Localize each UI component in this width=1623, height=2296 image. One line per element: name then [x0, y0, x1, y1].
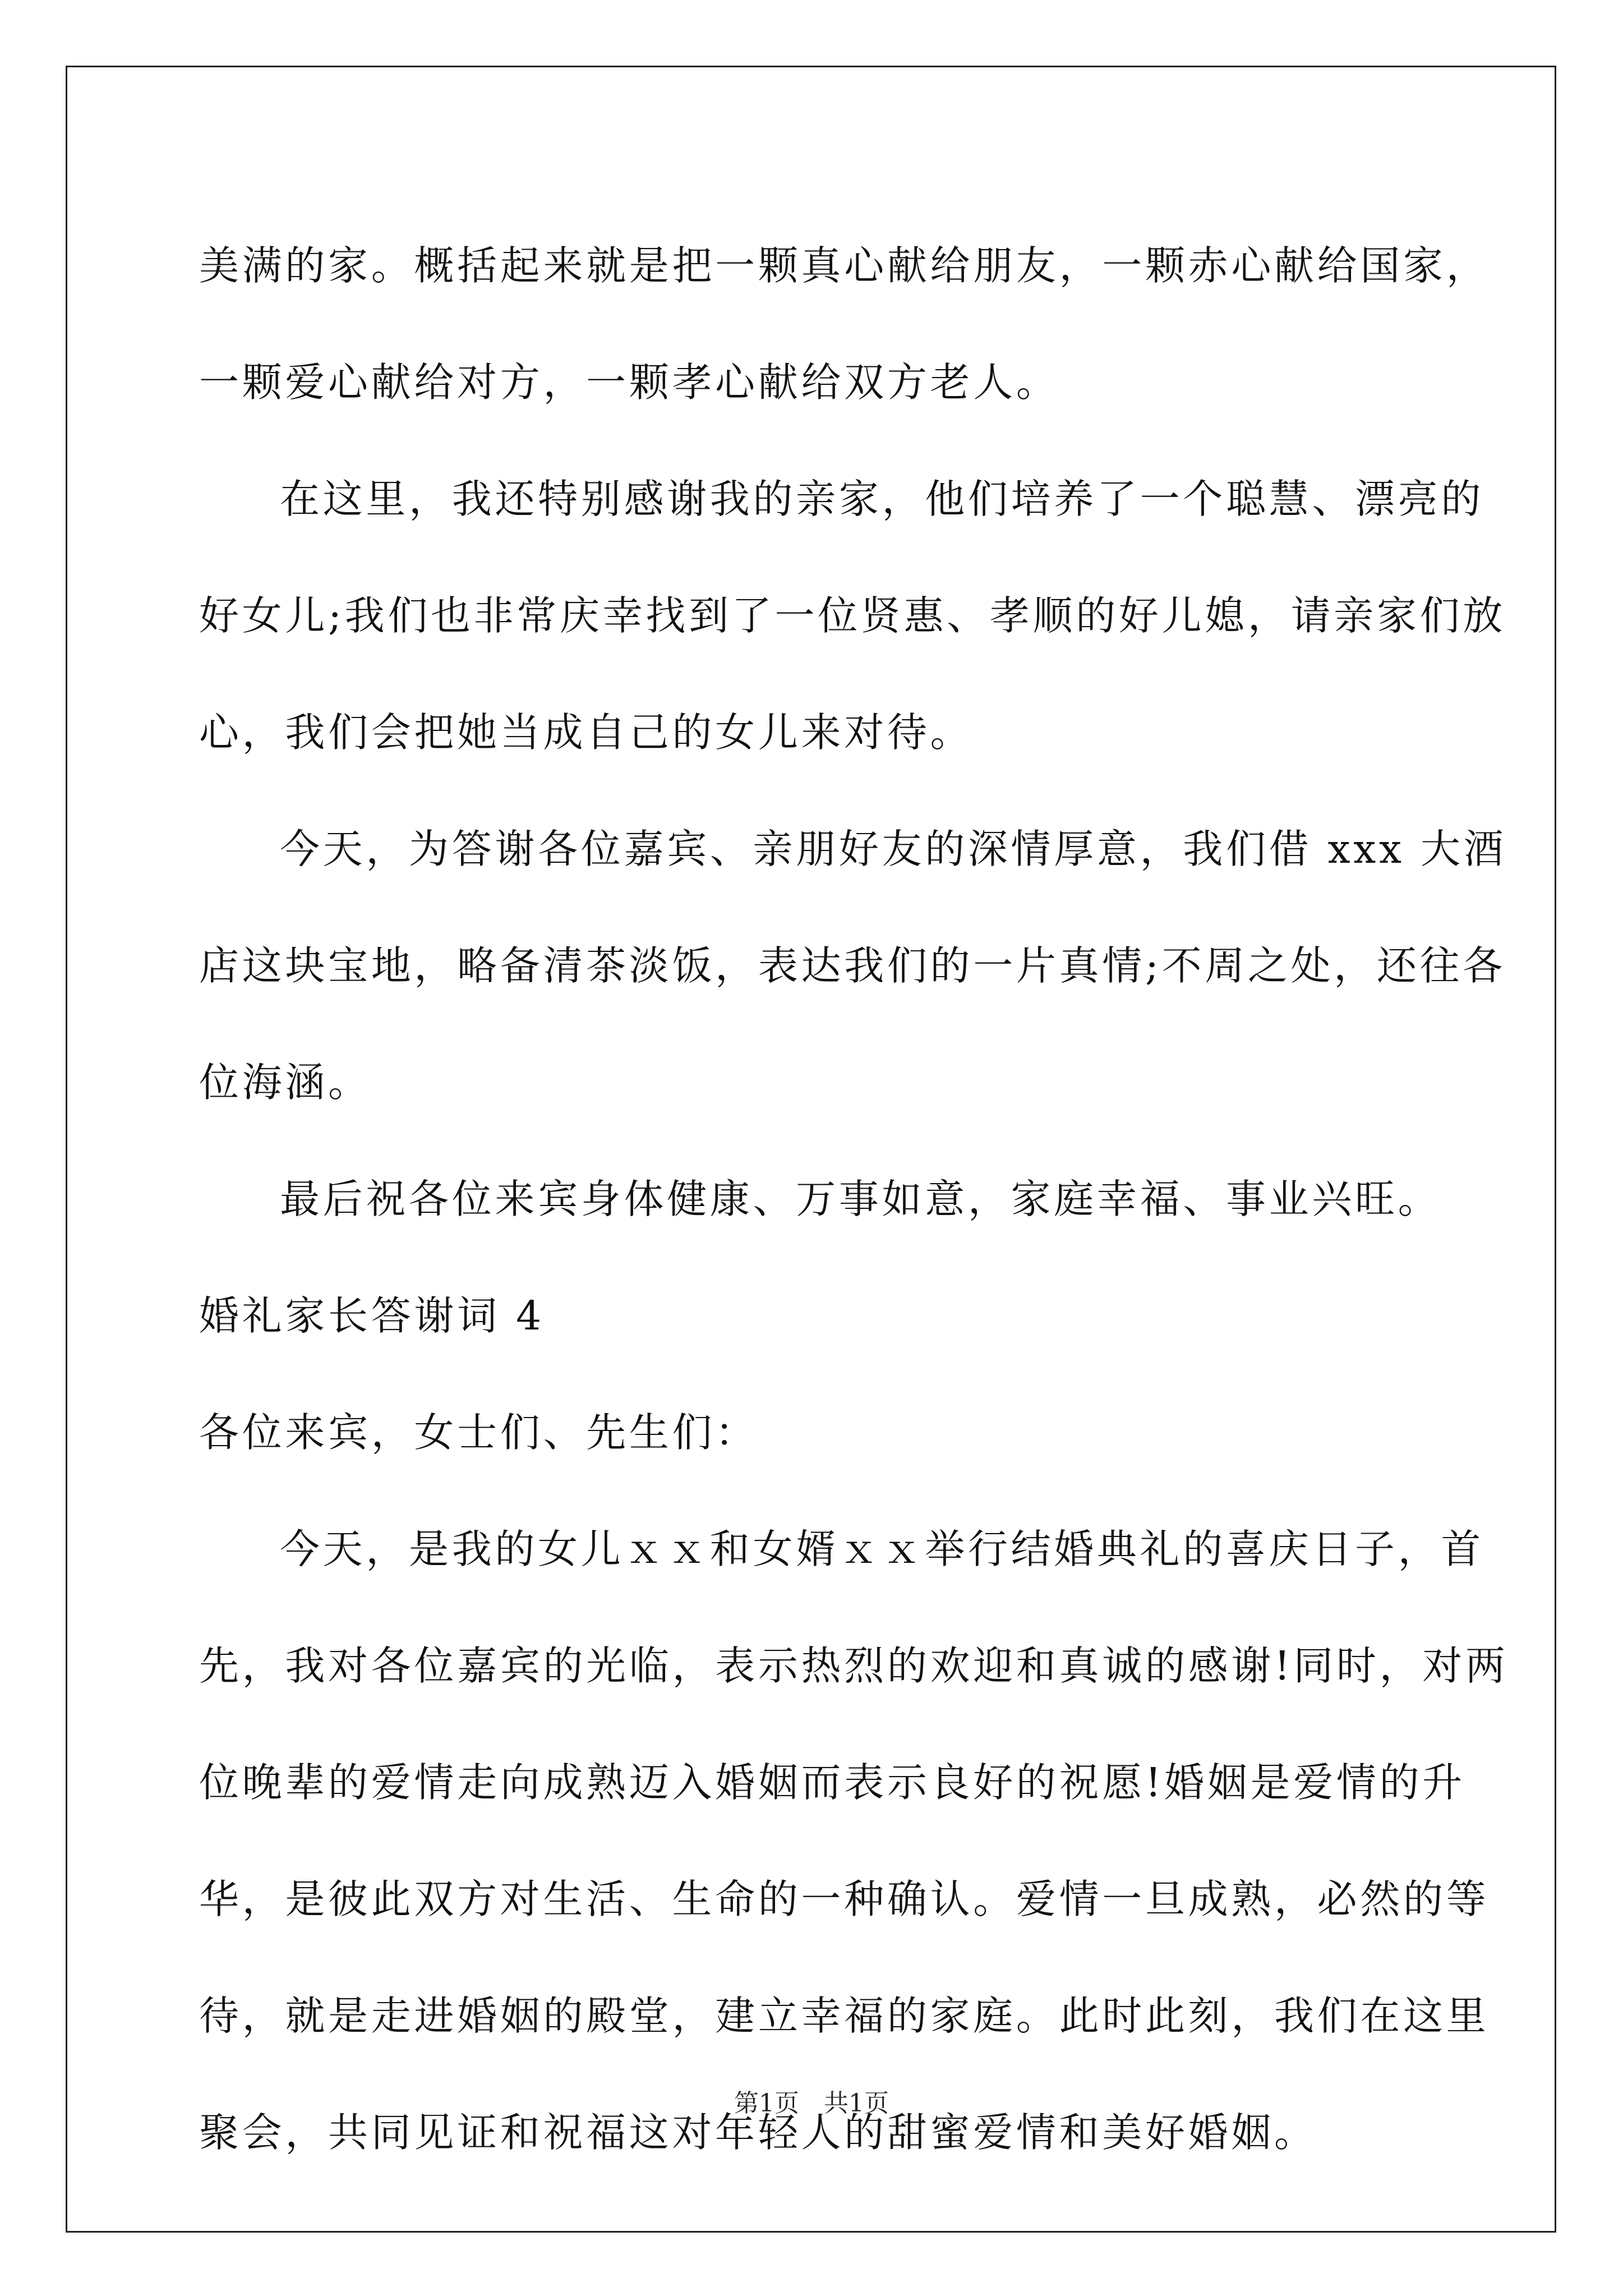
text-line: 华，是彼此双方对生活、生命的一种确认。爱情一旦成熟，必然的等 — [199, 1876, 1490, 1922]
text-line: 先，我对各位嘉宾的光临，表示热烈的欢迎和真诚的感谢!同时，对两 — [199, 1642, 1509, 1689]
paragraph-start: 今天，为答谢各位嘉宾、亲朋好友的深情厚意，我们借 xxx 大酒 — [280, 826, 1507, 872]
paragraph-start: 今天，是我的女儿ｘｘ和女婿ｘｘ举行结婚典礼的喜庆日子，首 — [280, 1526, 1484, 1572]
text-line: 位海涵。 — [199, 1059, 371, 1106]
text-line: 店这块宝地，略备清茶淡饭，表达我们的一片真情;不周之处，还往各 — [199, 942, 1506, 989]
document-body — [199, 208, 1509, 2191]
salutation: 各位来宾，女士们、先生们： — [199, 1409, 758, 1456]
text-line: 心，我们会把她当成自己的女儿来对待。 — [199, 709, 974, 756]
text-line: 聚会，共同见证和祝福这对年轻人的甜蜜爱情和美好婚姻。 — [199, 2109, 1317, 2156]
paragraph-start: 在这里，我还特别感谢我的亲家，他们培养了一个聪慧、漂亮的 — [280, 476, 1484, 522]
paragraph-start: 最后祝各位来宾身体健康、万事如意，家庭幸福、事业兴旺。 — [280, 1176, 1441, 1222]
text-line: 一颗爱心献给对方，一颗孝心献给双方老人。 — [199, 359, 1059, 406]
text-line: 好女儿;我们也非常庆幸找到了一位贤惠、孝顺的好儿媳，请亲家们放 — [199, 592, 1506, 639]
text-line: 美满的家。概括起来就是把一颗真心献给朋友，一颗赤心献给国家， — [199, 242, 1490, 289]
page-number-footer: 第1页 共1页 — [734, 2089, 889, 2118]
text-line: 位晚辈的爱情走向成熟迈入婚姻而表示良好的祝愿!婚姻是爱情的升 — [199, 1759, 1465, 1806]
text-line: 待，就是走进婚姻的殿堂，建立幸福的家庭。此时此刻，我们在这里 — [199, 1993, 1490, 2039]
section-heading: 婚礼家长答谢词 4 — [199, 1292, 545, 1339]
